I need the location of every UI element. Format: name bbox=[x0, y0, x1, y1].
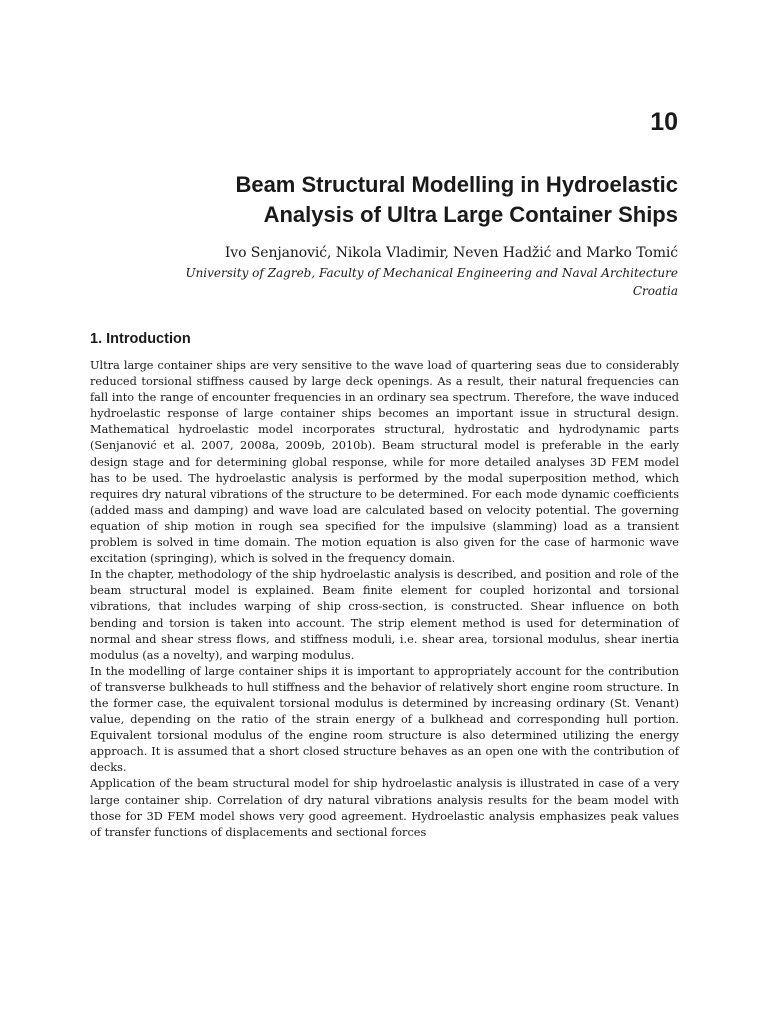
chapter-title-line-1: Beam Structural Modelling in Hydroelastic bbox=[235, 172, 678, 197]
paragraph-4: Application of the beam structural model for ship hydroelastic analysis is illustrated in case of a very large container ship. Correlation of dry natural vibrations analysis results for the beam model with those for 3D FEM model shows very good agreement. Hydroelastic analysis emphasizes peak values of transfer functions of displacements and sectional forces bbox=[90, 777, 679, 839]
affiliation-country: Croatia bbox=[632, 284, 678, 298]
paragraph-2: In the chapter, methodology of the ship hydroelastic analysis is described, and position and role of the beam structural model is explained. Beam finite element for coupled horizontal and torsional vibrations, that includes warping of ship cross-section, is constructed. Shear influence on both bending and torsion is taken into account. The strip element method is used for determination of normal and shear stress flows, and stiffness moduli, i.e. shear area, torsional modulus, shear inertia modulus (as a novelty), and warping modulus. bbox=[90, 568, 679, 662]
chapter-number: 10 bbox=[650, 108, 678, 136]
authors: Ivo Senjanović, Nikola Vladimir, Neven Hadžić and Marko Tomić bbox=[224, 245, 678, 261]
section-heading: 1. Introduction bbox=[90, 331, 191, 347]
paragraph-1: Ultra large container ships are very sensitive to the wave load of quartering seas due to considerably reduced torsional stiffness caused by large deck openings. As a result, their natural frequencies can fall into the range of encounter frequencies in an ordinary sea spectrum. Therefore, the wave induced hydroelastic response of large container ships becomes an important issue in structural design. Mathematical hydroelastic model incorporates structural, hydrostatic and hydrodynamic parts (Senjanović et al. 2007, 2008a, 2009b, 2010b). Beam structural model is preferable in the early design stage and for determining global response, while for more detailed analyses 3D FEM model has to be used. The hydroelastic analysis is performed by the modal superposition method, which requires dry natural vibrations of the structure to be determined. For each mode dynamic coefficients (added mass and damping) and wave load are calculated based on velocity potential. The governing equation of ship motion in rough sea specified for the impulsive (slamming) load as a transient problem is solved in time domain. The motion equation is also given for the case of harmonic wave excitation (springing), which is solved in the frequency domain. bbox=[90, 359, 679, 566]
chapter-title bbox=[120, 170, 678, 230]
affiliation bbox=[90, 264, 678, 300]
affiliation-institution: University of Zagreb, Faculty of Mechanical Engineering and Naval Architecture bbox=[185, 266, 678, 280]
section-body bbox=[90, 358, 679, 841]
paragraph-3: In the modelling of large container ships it is important to appropriately account for the contribution of transverse bulkheads to hull stiffness and the behavior of relatively short engine room structure. In the former case, the equivalent torsional modulus is determined by increasing ordinary (St. Venant) value, depending on the ratio of the strain energy of a bulkhead and corresponding hull portion. Equivalent torsional modulus of the engine room structure is also determined utilizing the energy approach. It is assumed that a short closed structure behaves as an open one with the contribution of decks. bbox=[90, 664, 679, 775]
chapter-title-line-2: Analysis of Ultra Large Container Ships bbox=[263, 202, 678, 227]
